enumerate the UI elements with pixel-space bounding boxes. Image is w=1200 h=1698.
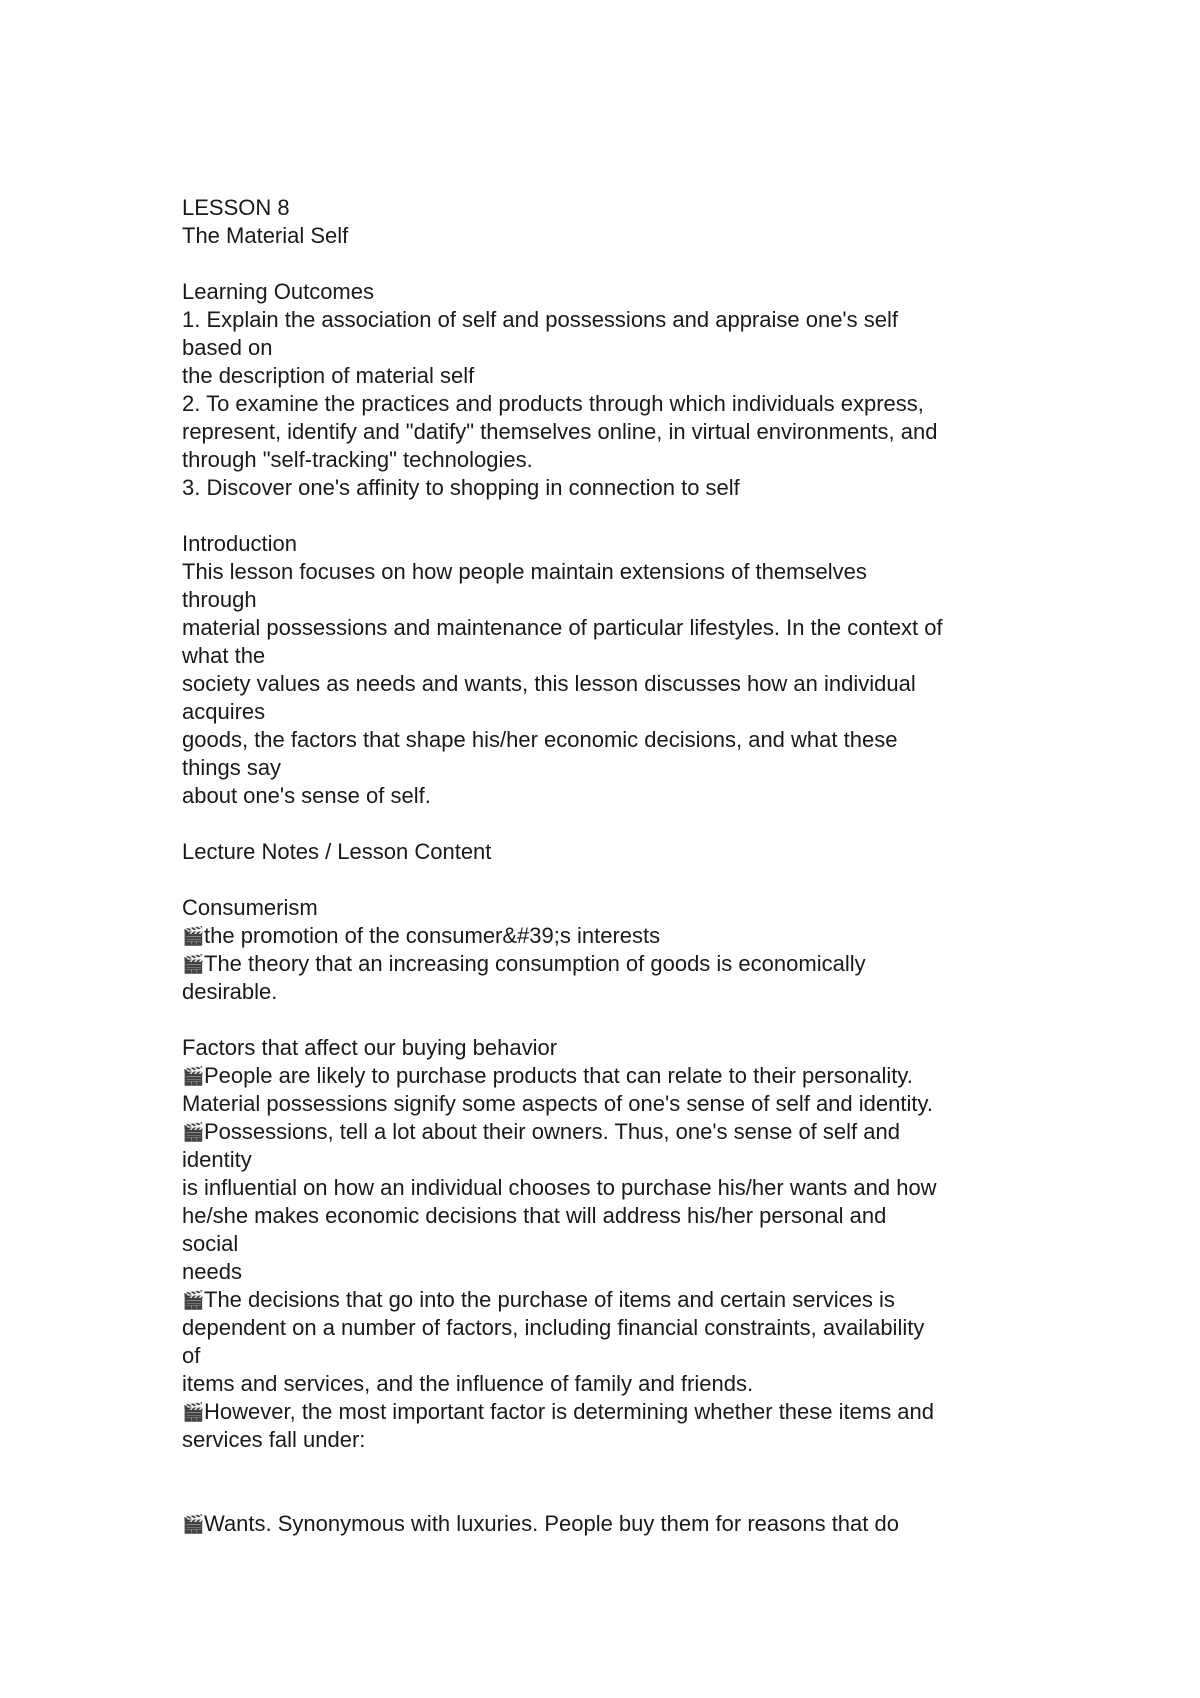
section-heading-learning-outcomes: Learning Outcomes [182,279,374,304]
clapperboard-icon: 🎬 [182,1402,205,1422]
bullet-item [182,1062,1042,1090]
bullet-text: The theory that an increasing consumption of goods is economically [204,951,866,976]
text-line: through [182,587,257,612]
blank-line [182,1006,1042,1034]
lesson-title: The Material Self [182,223,349,248]
text-line: 3. Discover one's affinity to shopping in connection to self [182,475,740,500]
text-line: 1. Explain the association of self and possessions and appraise one's self [182,307,898,332]
bullet-item [182,1510,1042,1538]
bullet-text: The decisions that go into the purchase of items and certain services is [204,1287,895,1312]
bullet-item [182,1118,1042,1146]
text-line: Material possessions signify some aspects of one's sense of self and identity. [182,1091,933,1116]
text-line: needs [182,1259,242,1284]
text-line: the description of material self [182,363,475,388]
bullet-item [182,950,1042,978]
section-heading-lecture-notes: Lecture Notes / Lesson Content [182,839,492,864]
clapperboard-icon: 🎬 [182,954,205,974]
bullet-text: However, the most important factor is determining whether these items and [204,1399,935,1424]
text-line: through "self-tracking" technologies. [182,447,533,472]
text-line: services fall under: [182,1427,366,1452]
bullet-item [182,922,1042,950]
bullet-text: Wants. Synonymous with luxuries. People buy them for reasons that do [204,1511,899,1536]
text-line: identity [182,1147,252,1172]
text-line: society values as needs and wants, this lesson discusses how an individual [182,671,916,696]
clapperboard-icon: 🎬 [182,926,205,946]
clapperboard-icon: 🎬 [182,1066,205,1086]
text-line: things say [182,755,282,780]
text-line: based on [182,335,273,360]
blank-line [182,1454,1042,1482]
clapperboard-icon: 🎬 [182,1122,205,1142]
text-line: goods, the factors that shape his/her economic decisions, and what these [182,727,898,752]
text-line: of [182,1343,201,1368]
lesson-number: LESSON 8 [182,195,290,220]
text-line: about one's sense of self. [182,783,431,808]
text-line: he/she makes economic decisions that will address his/her personal and [182,1203,887,1228]
text-line: dependent on a number of factors, including financial constraints, availability [182,1315,925,1340]
bullet-text: People are likely to purchase products that can relate to their personality. [204,1063,913,1088]
text-line: represent, identify and "datify" themselves online, in virtual environments, and [182,419,938,444]
text-line: social [182,1231,239,1256]
blank-line [182,502,1042,530]
section-heading-factors: Factors that affect our buying behavior [182,1035,558,1060]
text-line: what the [182,643,266,668]
text-line: This lesson focuses on how people maintain extensions of themselves [182,559,867,584]
section-heading-consumerism: Consumerism [182,895,318,920]
text-line: acquires [182,699,266,724]
blank-line [182,866,1042,894]
text-line: desirable. [182,979,278,1004]
blank-line [182,250,1042,278]
blank-line [182,1482,1042,1510]
clapperboard-icon: 🎬 [182,1514,205,1534]
document-body [182,194,1042,1538]
clapperboard-icon: 🎬 [182,1290,205,1310]
text-line: is influential on how an individual chooses to purchase his/her wants and how [182,1175,937,1200]
text-line: material possessions and maintenance of particular lifestyles. In the context of [182,615,943,640]
text-line: 2. To examine the practices and products through which individuals express, [182,391,924,416]
blank-line [182,810,1042,838]
bullet-item [182,1398,1042,1426]
text-line: items and services, and the influence of family and friends. [182,1371,754,1396]
bullet-text: the promotion of the consumer&#39;s interests [204,923,661,948]
bullet-text: Possessions, tell a lot about their owners. Thus, one's sense of self and [204,1119,900,1144]
bullet-item [182,1286,1042,1314]
section-heading-introduction: Introduction [182,531,297,556]
